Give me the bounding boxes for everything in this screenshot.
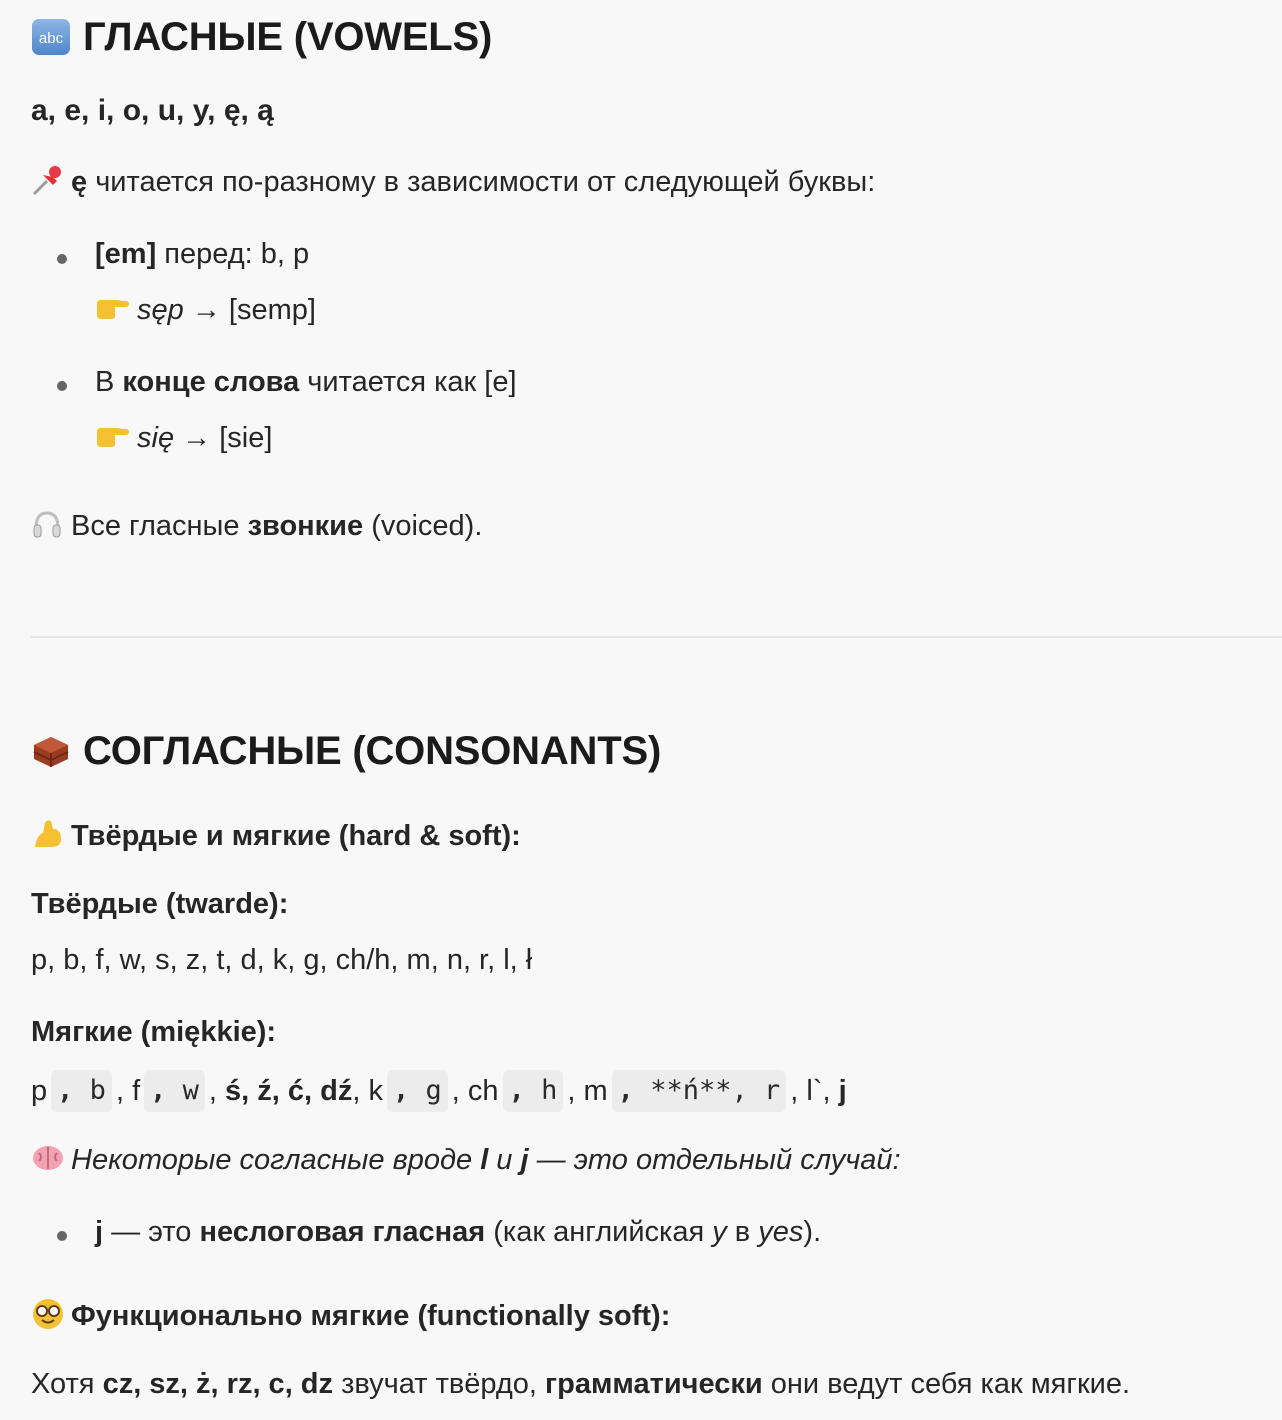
functionally-soft-heading: Функционально мягкие (functionally soft): — [31, 1300, 670, 1333]
consonants-heading — [31, 727, 661, 775]
svg-text:abc: abc — [38, 30, 64, 47]
rule-end-of-word: В конце слова читается как [e] — [95, 366, 517, 398]
bullet — [57, 381, 67, 391]
voiced-note: Все гласные звонкие (voiced). — [31, 510, 482, 543]
pushpin-icon — [31, 163, 65, 197]
section-divider — [31, 636, 1282, 638]
bullet — [57, 1231, 67, 1241]
inline-code: , g — [387, 1070, 448, 1112]
pointing-hand-icon — [95, 294, 131, 322]
brain-note: Некоторые согласные вроде l и j — это отдельный случай: — [31, 1144, 901, 1177]
vowels-title: ГЛАСНЫЕ (VOWELS) — [83, 14, 493, 59]
inline-code: , h — [503, 1070, 564, 1112]
soft-list: p , b , f , w , ś, ź, ć, dź , k , g , ch , h , m , **ń**, r , l` , j — [31, 1069, 847, 1113]
headphones-icon — [31, 508, 63, 540]
vowel-letters: a, e, i, o, u, y, ę, ą — [31, 94, 274, 127]
consonants-title: СОГЛАСНЫЕ (CONSONANTS) — [83, 728, 662, 773]
inline-code: , **ń**, r — [612, 1070, 787, 1112]
nerd-face-icon — [31, 1297, 65, 1331]
rule-em: [em] перед: b, p — [95, 238, 310, 270]
j-note: j — это неслоговая гласная (как английская y в yes). — [95, 1216, 822, 1248]
pointing-hand-icon — [95, 422, 131, 450]
hard-soft-heading: Твёрдые и мягкие (hard & soft): — [31, 820, 521, 853]
e-nasal-note: ę читается по-разному в зависимости от следующей буквы: — [31, 166, 875, 199]
soft-heading: Мягкие (miękkie): — [31, 1016, 277, 1048]
bullet — [57, 254, 67, 264]
flexed-biceps-icon — [31, 817, 65, 851]
hard-list: p, b, f, w, s, z, t, d, k, g, ch/h, m, n, r, l, ł — [31, 944, 533, 976]
example-sep: sęp → [semp] — [95, 294, 316, 327]
brain-icon — [31, 1143, 65, 1173]
inline-code: , b — [51, 1070, 112, 1112]
hard-heading: Твёрдые (twarde): — [31, 888, 289, 920]
vowels-heading — [31, 14, 492, 60]
abc-icon — [31, 17, 71, 57]
inline-code: , w — [144, 1070, 205, 1112]
example-sie: się → [sie] — [95, 422, 272, 455]
functionally-soft-text: Хотя cz, sz, ż, rz, c, dz звучат твёрдо, грамматически они ведут себя как мягкие. — [31, 1368, 1131, 1400]
bricks-icon — [31, 731, 71, 771]
